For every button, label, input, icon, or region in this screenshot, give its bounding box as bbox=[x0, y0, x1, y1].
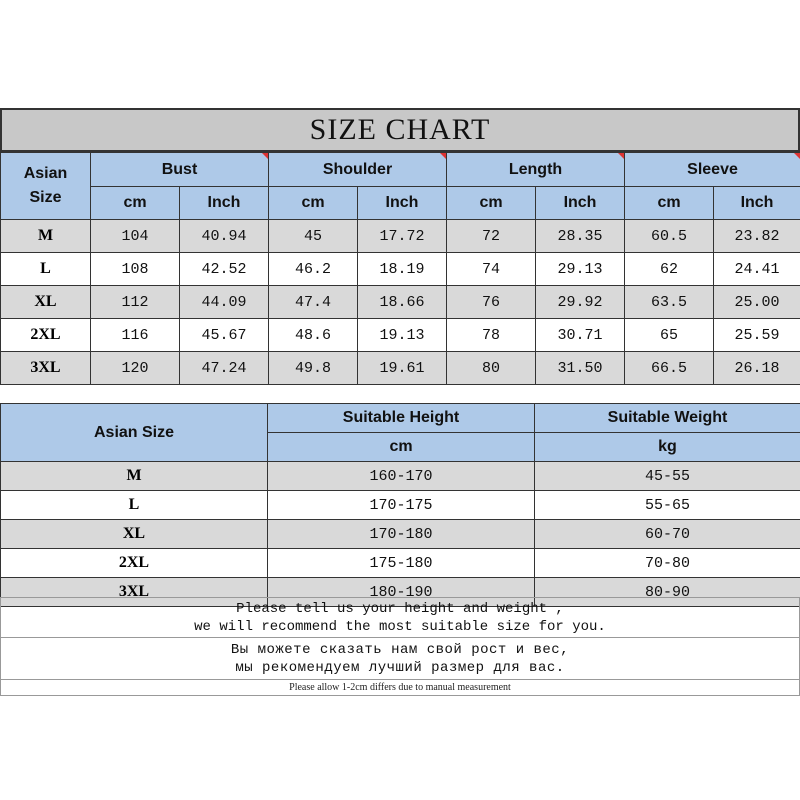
value-cell: 28.35 bbox=[536, 220, 625, 253]
height-header: Suitable Height bbox=[268, 404, 535, 433]
value-cell: 19.13 bbox=[358, 319, 447, 352]
unit-header: Inch bbox=[358, 187, 447, 220]
size-cell: M bbox=[1, 462, 268, 491]
height-cell: 170-180 bbox=[268, 520, 535, 549]
measurement-disclaimer: Please allow 1-2cm differs due to manual measurement bbox=[0, 680, 800, 696]
size-chart bbox=[0, 108, 800, 607]
value-cell: 25.59 bbox=[714, 319, 800, 352]
value-cell: 42.52 bbox=[180, 253, 269, 286]
unit-header: cm bbox=[625, 187, 714, 220]
value-cell: 48.6 bbox=[269, 319, 358, 352]
size-cell: L bbox=[1, 491, 268, 520]
weight-cell: 55-65 bbox=[535, 491, 800, 520]
unit-header: Inch bbox=[536, 187, 625, 220]
value-cell: 45.67 bbox=[180, 319, 269, 352]
value-cell: 46.2 bbox=[269, 253, 358, 286]
group-header-length: Length bbox=[447, 153, 625, 187]
table-spacer bbox=[0, 385, 800, 403]
notes-section bbox=[0, 597, 800, 696]
height-cell: 180-190 bbox=[268, 578, 535, 607]
value-cell: 80 bbox=[447, 352, 536, 385]
value-cell: 63.5 bbox=[625, 286, 714, 319]
unit-header: cm bbox=[91, 187, 180, 220]
height-cell: 160-170 bbox=[268, 462, 535, 491]
value-cell: 17.72 bbox=[358, 220, 447, 253]
value-cell: 18.66 bbox=[358, 286, 447, 319]
value-cell: 74 bbox=[447, 253, 536, 286]
unit-header: Inch bbox=[180, 187, 269, 220]
value-cell: 47.4 bbox=[269, 286, 358, 319]
height-cell: 170-175 bbox=[268, 491, 535, 520]
value-cell: 72 bbox=[447, 220, 536, 253]
value-cell: 29.92 bbox=[536, 286, 625, 319]
table-row bbox=[1, 352, 800, 385]
note-line: мы рекомендуем лучший размер для вас. bbox=[235, 660, 565, 676]
weight-cell: 70-80 bbox=[535, 549, 800, 578]
fit-table bbox=[0, 403, 800, 607]
weight-cell: 60-70 bbox=[535, 520, 800, 549]
note-line: Вы можете сказать нам свой рост и вес, bbox=[230, 642, 570, 658]
value-cell: 24.41 bbox=[714, 253, 800, 286]
size-cell: 2XL bbox=[1, 549, 268, 578]
value-cell: 76 bbox=[447, 286, 536, 319]
value-cell: 62 bbox=[625, 253, 714, 286]
group-header-bust: Bust bbox=[91, 153, 269, 187]
value-cell: 31.50 bbox=[536, 352, 625, 385]
weight-header: Suitable Weight bbox=[535, 404, 800, 433]
value-cell: 116 bbox=[91, 319, 180, 352]
table-row bbox=[1, 462, 800, 491]
size-cell: L bbox=[1, 253, 91, 286]
table-row bbox=[1, 286, 800, 319]
russian-note bbox=[0, 638, 800, 680]
value-cell: 104 bbox=[91, 220, 180, 253]
value-cell: 29.13 bbox=[536, 253, 625, 286]
weight-cell: 80-90 bbox=[535, 578, 800, 607]
measurement-table bbox=[0, 152, 800, 385]
value-cell: 112 bbox=[91, 286, 180, 319]
table-row bbox=[1, 549, 800, 578]
unit-header: cm bbox=[269, 187, 358, 220]
weight-cell: 45-55 bbox=[535, 462, 800, 491]
value-cell: 78 bbox=[447, 319, 536, 352]
size-column-header bbox=[1, 153, 91, 220]
unit-header: cm bbox=[447, 187, 536, 220]
chart-title: SIZE CHART bbox=[0, 108, 800, 152]
table-row bbox=[1, 319, 800, 352]
value-cell: 40.94 bbox=[180, 220, 269, 253]
value-cell: 47.24 bbox=[180, 352, 269, 385]
value-cell: 49.8 bbox=[269, 352, 358, 385]
value-cell: 19.61 bbox=[358, 352, 447, 385]
value-cell: 44.09 bbox=[180, 286, 269, 319]
size-header-line2: Size bbox=[29, 189, 62, 206]
height-cell: 175-180 bbox=[268, 549, 535, 578]
table-row bbox=[1, 491, 800, 520]
table-row bbox=[1, 253, 800, 286]
value-cell: 23.82 bbox=[714, 220, 800, 253]
value-cell: 108 bbox=[91, 253, 180, 286]
size-cell: 2XL bbox=[1, 319, 91, 352]
value-cell: 25.00 bbox=[714, 286, 800, 319]
size-cell: XL bbox=[1, 286, 91, 319]
table-row bbox=[1, 520, 800, 549]
fit-size-header: Asian Size bbox=[1, 404, 268, 462]
english-note bbox=[0, 597, 800, 638]
value-cell: 66.5 bbox=[625, 352, 714, 385]
size-header-line1: Asian bbox=[23, 165, 68, 182]
note-line: Please tell us your height and weight , bbox=[236, 601, 564, 617]
value-cell: 60.5 bbox=[625, 220, 714, 253]
value-cell: 30.71 bbox=[536, 319, 625, 352]
note-line: we will recommend the most suitable size for you. bbox=[194, 619, 606, 635]
value-cell: 120 bbox=[91, 352, 180, 385]
value-cell: 26.18 bbox=[714, 352, 800, 385]
size-cell: M bbox=[1, 220, 91, 253]
size-cell: XL bbox=[1, 520, 268, 549]
weight-unit: kg bbox=[535, 433, 800, 462]
size-cell: 3XL bbox=[1, 578, 268, 607]
size-cell: 3XL bbox=[1, 352, 91, 385]
group-header-shoulder: Shoulder bbox=[269, 153, 447, 187]
value-cell: 65 bbox=[625, 319, 714, 352]
unit-header: Inch bbox=[714, 187, 800, 220]
height-unit: cm bbox=[268, 433, 535, 462]
value-cell: 18.19 bbox=[358, 253, 447, 286]
value-cell: 45 bbox=[269, 220, 358, 253]
group-header-sleeve: Sleeve bbox=[625, 153, 800, 187]
table-row bbox=[1, 220, 800, 253]
